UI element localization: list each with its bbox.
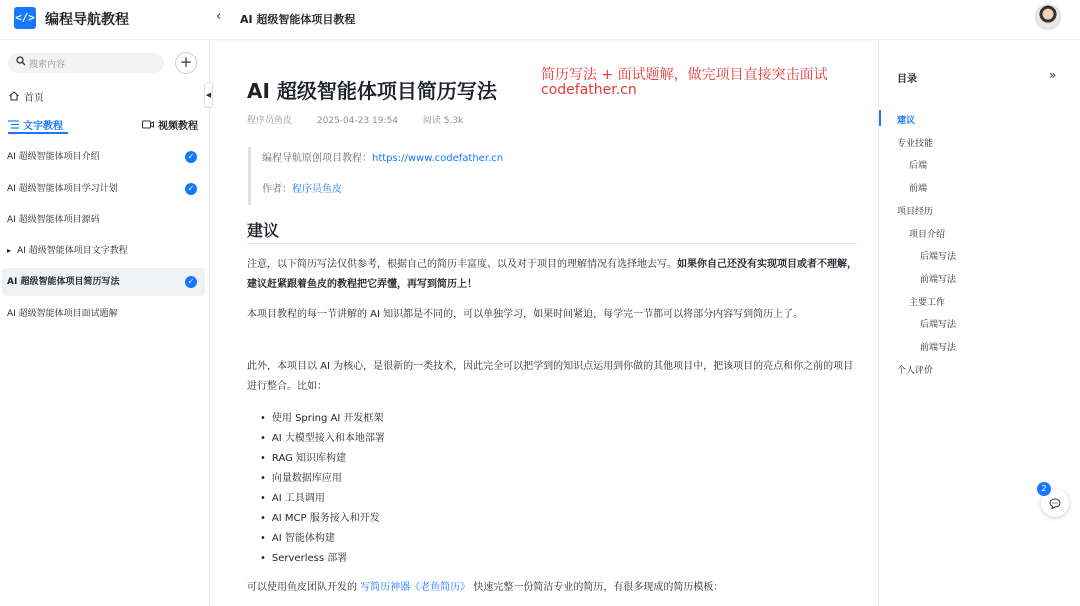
sidebar-item-label: AI 超级智能体项目面试题解 [7,309,118,319]
author-link[interactable]: 程序员鱼皮 [292,184,342,195]
source-quote [248,147,858,205]
table-of-contents [878,40,1080,606]
sidebar-item-interview[interactable] [2,300,205,328]
search-icon [16,56,26,66]
section-heading: 建议 [247,221,280,240]
promo-banner-line2: codefather.cn [541,82,637,98]
paragraph-integration: 此外，本项目以 AI 为核心，是很新的一类技术，因此完全可以把学到的知识点运用到你做的其他项目中，把该项目的亮点和你之前的项目进行整合。比如： [247,361,854,392]
sidebar-item-label: AI 超级智能体项目学习计划 [7,184,118,194]
toc-item-main-work[interactable]: 主要工作 [909,298,946,308]
comment-icon [1049,498,1061,509]
sidebar-item-resume[interactable] [2,268,205,296]
list-item: • 向量数据库应用 [260,469,385,489]
paragraph-note-text: 注意，以下简历写法仅供参考，根据自己的简历丰富度、以及对于项目的理解情况有选择地去写。 [247,259,677,270]
home-link[interactable] [8,89,44,104]
sidebar-collapse-toggle[interactable]: ◀ [204,82,213,108]
search-placeholder: 搜索内容 [29,60,66,70]
sidebar-item-source[interactable] [2,206,205,234]
video-icon [142,120,154,129]
list-icon [8,120,19,129]
toc-title: 目录 [897,74,917,85]
codefather-link[interactable]: https://www.codefather.cn [372,153,504,164]
sidebar-tabs [8,117,203,135]
list-item: • AI 工具调用 [260,489,385,509]
tab-text-label: 文字教程 [23,121,63,132]
toc-item-intro-backend[interactable]: 后端写法 [920,252,957,262]
home-icon [8,91,20,101]
check-circle-icon: ✓ [185,183,197,195]
search-input[interactable] [8,53,164,73]
sidebar-item-intro[interactable] [2,143,205,171]
sidebar-item-label: AI 超级智能体项目源码 [7,215,100,225]
resume-tool-link[interactable]: 写简历神器《老鱼简历》 [360,582,471,593]
check-circle-icon: ✓ [185,151,197,163]
list-item: • AI 大模型接入和本地部署 [260,429,385,449]
course-title[interactable]: AI 超级智能体项目教程 [240,13,356,26]
tab-video-tutorial[interactable] [142,117,198,132]
sidebar-item-text-tutorial[interactable] [2,237,205,265]
expand-arrow-icon[interactable]: ▸ [7,246,12,255]
toc-active-indicator [879,110,881,126]
author-name[interactable]: 程序员鱼皮 [247,116,293,126]
add-button[interactable]: + [175,52,197,74]
paragraph-resume-tool [247,578,857,598]
article-main [210,40,878,606]
toc-item-intro-frontend[interactable]: 前端写法 [920,275,957,285]
read-count: 阅读 5.3k [422,116,464,126]
paragraph-lessons: 本项目教程的每一节讲解的 AI 知识都是不同的，可以单独学习，如果时间紧迫，每学完一节都可以将部分内容写到简历上了。 [247,309,804,320]
resume-tool-text: 快速完整一份简洁专业的简历，有很多现成的简历模板： [470,582,724,593]
article-meta [247,113,485,126]
sidebar-item-label: AI 超级智能体项目介绍 [7,152,100,162]
left-sidebar [0,40,210,606]
list-item: • 使用 Spring AI 开发框架 [260,409,385,429]
toc-item-projects[interactable]: 项目经历 [897,207,934,217]
user-avatar[interactable] [1035,4,1061,30]
top-header [0,0,1080,40]
promo-banner-line1: 简历写法 + 面试题解，做完项目直接突击面试 [541,67,828,83]
toc-item-work-backend[interactable]: 后端写法 [920,320,957,330]
code-logo-icon[interactable]: </> [14,7,36,29]
list-item: • AI 智能体构建 [260,529,385,549]
toc-item-work-frontend[interactable]: 前端写法 [920,343,957,353]
quote-label: 作者： [262,184,292,195]
site-title[interactable]: 编程导航教程 [45,12,129,28]
back-chevron-icon[interactable]: ‹ [216,9,222,24]
publish-date: 2025-04-23 19:54 [316,116,398,126]
list-item: • RAG 知识库构建 [260,449,385,469]
toc-collapse-icon[interactable]: » [1049,68,1057,82]
toc-item-backend[interactable]: 后端 [909,161,928,171]
paragraph-note [247,255,857,295]
notification-badge: 2 [1037,482,1051,496]
sidebar-item-label: AI 超级智能体项目文字教程 [17,246,128,256]
resume-tool-text: 可以使用鱼皮团队开发的 [247,582,361,593]
tab-video-label: 视频教程 [158,121,198,132]
toc-item-suggestion[interactable]: 建议 [897,116,916,126]
sidebar-item-label: AI 超级智能体项目简历写法 [7,277,120,287]
skill-bullet-list [260,409,385,569]
quote-label: 编程导航原创项目教程： [262,153,372,164]
paragraph-note-bold: 如果你自己还没有实现项目或者不理解，建议赶紧跟着鱼皮的教程把它弄懂，再写到简历上！ [247,259,857,290]
toc-item-skills[interactable]: 专业技能 [897,139,934,149]
sidebar-item-plan[interactable] [2,175,205,203]
check-circle-icon: ✓ [185,276,197,288]
article-title: AI 超级智能体项目简历写法 [247,79,497,103]
tab-text-tutorial[interactable] [8,117,63,132]
list-item: • Serverless 部署 [260,549,385,569]
home-label: 首页 [24,93,44,104]
toc-item-project-intro[interactable]: 项目介绍 [909,230,946,240]
list-item: • AI MCP 服务接入和开发 [260,509,385,529]
toc-item-frontend[interactable]: 前端 [909,184,928,194]
heading-divider [247,243,857,244]
toc-item-self-eval[interactable]: 个人评价 [897,366,934,376]
active-tab-underline [8,132,68,134]
